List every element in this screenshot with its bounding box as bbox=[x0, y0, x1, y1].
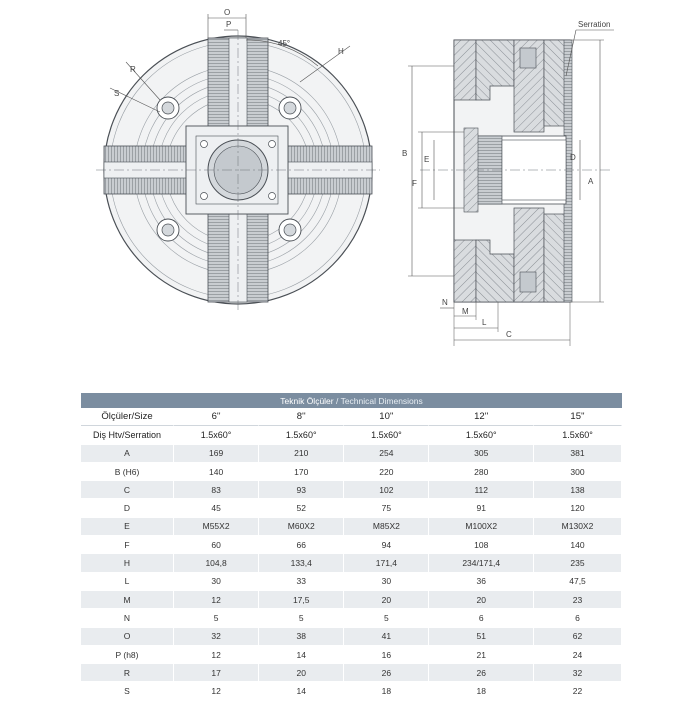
dimension-rows bbox=[81, 445, 622, 701]
table-cell: 102 bbox=[344, 481, 429, 499]
table-cell: 120 bbox=[534, 499, 622, 517]
table-cell: 75 bbox=[344, 499, 429, 517]
table-row bbox=[81, 682, 622, 700]
table-cell: 300 bbox=[534, 463, 622, 481]
serration-cell: 1.5x60° bbox=[429, 426, 534, 444]
row-label: D bbox=[81, 499, 174, 517]
table-cell: 17 bbox=[174, 664, 259, 682]
dim-label-n: N bbox=[442, 298, 448, 307]
table-title-tr: Teknik Ölçüler bbox=[280, 395, 334, 406]
row-label: C bbox=[81, 481, 174, 499]
table-cell: 14 bbox=[259, 682, 344, 700]
dim-label-l: L bbox=[482, 318, 487, 327]
table-row bbox=[81, 609, 622, 627]
row-label: H bbox=[81, 554, 174, 572]
table-cell: 220 bbox=[344, 463, 429, 481]
table-row bbox=[81, 573, 622, 591]
table-cell: 5 bbox=[259, 609, 344, 627]
row-label: A bbox=[81, 445, 174, 463]
dim-label-a: A bbox=[588, 177, 594, 186]
dim-label-h: H bbox=[338, 47, 344, 56]
table-cell: 17,5 bbox=[259, 591, 344, 609]
table-row bbox=[81, 554, 622, 572]
table-cell: 32 bbox=[534, 664, 622, 682]
table-cell: 36 bbox=[429, 573, 534, 591]
table-row bbox=[81, 664, 622, 682]
table-cell: 22 bbox=[534, 682, 622, 700]
table-cell: 32 bbox=[174, 628, 259, 646]
row-label: N bbox=[81, 609, 174, 627]
size-header-cell: 10'' bbox=[344, 408, 429, 426]
table-cell: 6 bbox=[534, 609, 622, 627]
table-cell: M100X2 bbox=[429, 518, 534, 536]
table-cell: 12 bbox=[174, 646, 259, 664]
table-cell: 171,4 bbox=[344, 554, 429, 572]
dim-label-angle: 45° bbox=[278, 39, 291, 48]
row-label: P (h8) bbox=[81, 646, 174, 664]
table-cell: 41 bbox=[344, 628, 429, 646]
serration-cell: 1.5x60° bbox=[174, 426, 259, 444]
row-label: O bbox=[81, 628, 174, 646]
table-cell: M55X2 bbox=[174, 518, 259, 536]
table-cell: 112 bbox=[429, 481, 534, 499]
table-title bbox=[81, 393, 622, 408]
dim-label-f: F bbox=[412, 179, 417, 188]
table-row bbox=[81, 481, 622, 499]
row-label: L bbox=[81, 573, 174, 591]
size-header-cell: 15'' bbox=[534, 408, 622, 426]
size-header-label: Ölçüler/Size bbox=[81, 408, 174, 426]
table-cell: 26 bbox=[344, 664, 429, 682]
table-cell: 138 bbox=[534, 481, 622, 499]
table-cell: 12 bbox=[174, 591, 259, 609]
table-row bbox=[81, 463, 622, 481]
table-cell: 18 bbox=[344, 682, 429, 700]
serration-label: Serration bbox=[578, 20, 611, 29]
dim-label-c: C bbox=[506, 330, 512, 339]
table-cell: 381 bbox=[534, 445, 622, 463]
table-cell: 47,5 bbox=[534, 573, 622, 591]
table-cell: M60X2 bbox=[259, 518, 344, 536]
table-cell: 133,4 bbox=[259, 554, 344, 572]
table-cell: 30 bbox=[174, 573, 259, 591]
table-cell: 20 bbox=[429, 591, 534, 609]
table-cell: 60 bbox=[174, 536, 259, 554]
table-row bbox=[81, 518, 622, 536]
table-cell: 24 bbox=[534, 646, 622, 664]
table-title-en: Technical Dimensions bbox=[340, 395, 423, 406]
table-cell: 169 bbox=[174, 445, 259, 463]
table-cell: 108 bbox=[429, 536, 534, 554]
table-cell: 30 bbox=[344, 573, 429, 591]
table-row bbox=[81, 591, 622, 609]
table-row bbox=[81, 646, 622, 664]
table-cell: 66 bbox=[259, 536, 344, 554]
row-label: M bbox=[81, 591, 174, 609]
table-cell: 26 bbox=[429, 664, 534, 682]
row-label: F bbox=[81, 536, 174, 554]
table-row bbox=[81, 536, 622, 554]
row-label: E bbox=[81, 518, 174, 536]
dim-label-p: P bbox=[226, 20, 232, 29]
table-cell: 254 bbox=[344, 445, 429, 463]
table-cell: M130X2 bbox=[534, 518, 622, 536]
table-cell: 14 bbox=[259, 646, 344, 664]
table-cell: 16 bbox=[344, 646, 429, 664]
table-cell: 20 bbox=[259, 664, 344, 682]
dim-label-s: S bbox=[114, 89, 120, 98]
table-cell: 93 bbox=[259, 481, 344, 499]
dim-label-d: D bbox=[570, 153, 576, 162]
size-header-cell: 8'' bbox=[259, 408, 344, 426]
table-cell: 45 bbox=[174, 499, 259, 517]
dim-label-m: M bbox=[462, 307, 469, 316]
table-cell: 38 bbox=[259, 628, 344, 646]
size-header-cell: 6'' bbox=[174, 408, 259, 426]
table-cell: 104,8 bbox=[174, 554, 259, 572]
dim-label-o: O bbox=[224, 8, 231, 17]
serration-row-label: Diş Htv/Serration bbox=[81, 426, 174, 444]
table-cell: 23 bbox=[534, 591, 622, 609]
table-row bbox=[81, 445, 622, 463]
table-cell: 305 bbox=[429, 445, 534, 463]
table-cell: 170 bbox=[259, 463, 344, 481]
dim-label-b: B bbox=[402, 149, 408, 158]
table-cell: 140 bbox=[174, 463, 259, 481]
table-cell: 280 bbox=[429, 463, 534, 481]
side-section-view bbox=[402, 20, 614, 346]
table-cell: 140 bbox=[534, 536, 622, 554]
table-cell: 33 bbox=[259, 573, 344, 591]
table-cell: 18 bbox=[429, 682, 534, 700]
serration-cell: 1.5x60° bbox=[344, 426, 429, 444]
table-cell: 5 bbox=[344, 609, 429, 627]
table-title-sep: / bbox=[333, 395, 341, 406]
table-cell: 6 bbox=[429, 609, 534, 627]
table-cell: 83 bbox=[174, 481, 259, 499]
row-label: S bbox=[81, 682, 174, 700]
table-cell: 51 bbox=[429, 628, 534, 646]
serration-cell: 1.5x60° bbox=[534, 426, 622, 444]
table-cell: 234/171,4 bbox=[429, 554, 534, 572]
table-row bbox=[81, 499, 622, 517]
front-view bbox=[96, 8, 380, 312]
row-label: R bbox=[81, 664, 174, 682]
table-row bbox=[81, 628, 622, 646]
dim-label-r: R bbox=[130, 65, 136, 74]
table-cell: 52 bbox=[259, 499, 344, 517]
table-cell: 94 bbox=[344, 536, 429, 554]
serration-row bbox=[81, 426, 622, 444]
table-cell: 12 bbox=[174, 682, 259, 700]
table-cell: 20 bbox=[344, 591, 429, 609]
serration-cell: 1.5x60° bbox=[259, 426, 344, 444]
table-cell: 210 bbox=[259, 445, 344, 463]
technical-dimensions-table bbox=[81, 393, 622, 701]
size-header-cell: 12'' bbox=[429, 408, 534, 426]
table-cell: 91 bbox=[429, 499, 534, 517]
table-cell: 62 bbox=[534, 628, 622, 646]
table-cell: 21 bbox=[429, 646, 534, 664]
dim-label-e: E bbox=[424, 155, 430, 164]
size-header-row bbox=[81, 408, 622, 426]
table-cell: 235 bbox=[534, 554, 622, 572]
table-cell: 5 bbox=[174, 609, 259, 627]
row-label: B (H6) bbox=[81, 463, 174, 481]
table-cell: M85X2 bbox=[344, 518, 429, 536]
